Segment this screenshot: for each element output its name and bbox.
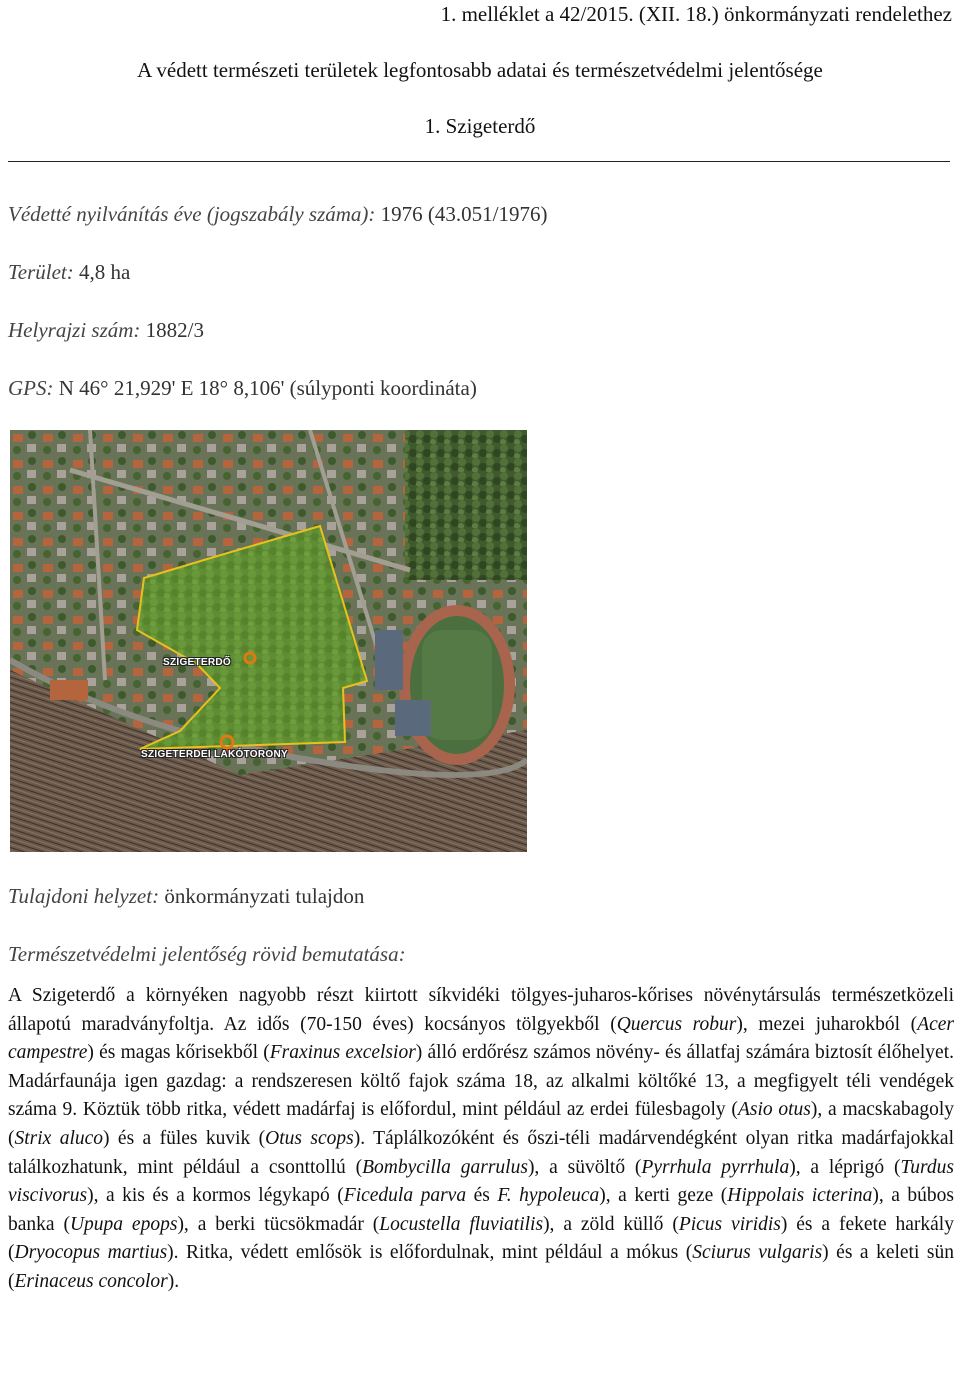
declared-label: Védetté nyilvánítás éve (jogszabály száma):	[8, 202, 376, 226]
description-text: ), a léprigó (	[789, 1156, 901, 1178]
ownership-row	[8, 884, 364, 908]
satellite-map	[10, 430, 527, 852]
species-name: Fraxinus excelsior	[269, 1042, 416, 1064]
species-name: Turdus viscivorus	[8, 1156, 954, 1207]
description-text: ), a berki tücsökmadár (	[177, 1213, 380, 1235]
significance-heading	[8, 942, 406, 966]
description-text: ) és magas kőrisekből (	[87, 1042, 270, 1064]
parcel-row	[8, 318, 204, 342]
description-text: ).	[167, 1270, 180, 1292]
species-name: Strix aluco	[14, 1127, 104, 1149]
description-text: ). Ritka, védett emlősök is előfordulnak, mint például a mókus (	[167, 1242, 693, 1264]
declared-row	[8, 202, 547, 226]
significance-label: Természetvédelmi jelentőség rövid bemutatása:	[8, 942, 406, 966]
document-title: A védett természeti területek legfontosabb adatai és természetvédelmi jelentősége	[137, 58, 823, 82]
species-name: Pyrrhula pyrrhula	[641, 1156, 790, 1178]
description-text: és	[466, 1185, 498, 1207]
species-name: Locustella fluviatilis	[379, 1213, 544, 1235]
species-name: Upupa epops	[69, 1213, 178, 1235]
species-name: Quercus robur	[616, 1013, 737, 1035]
species-name: Erinaceus concolor	[14, 1270, 168, 1292]
species-name: Otus scops	[265, 1127, 354, 1149]
description-text: ). Táplálkozóként és őszi-téli madárvendégként olyan ritka madárfajokkal találkozhatunk, mint például a csonttollú (	[8, 1127, 955, 1178]
map-graphic	[10, 430, 527, 852]
description-text: ), a kis és a kormos légykapó (	[87, 1185, 344, 1207]
description-text: ), a zöld küllő (	[543, 1213, 679, 1235]
ownership-value: önkormányzati tulajdon	[164, 884, 365, 908]
parcel-label: Helyrajzi szám:	[8, 318, 141, 342]
description-text: ) és a fekete harkály (	[8, 1213, 954, 1264]
description-text: ) és a keleti sün (	[8, 1242, 954, 1292]
species-name: Dryocopus martius	[14, 1242, 168, 1264]
map-label-forest: SZIGETERDŐ	[163, 657, 232, 668]
species-name: Bombycilla garrulus	[362, 1156, 528, 1178]
description-text: ), a süvöltő (	[527, 1156, 642, 1178]
species-name: Sciurus vulgaris	[692, 1242, 823, 1264]
gps-value: N 46° 21,929' E 18° 8,106' (súlyponti koordináta)	[58, 376, 477, 400]
section-divider	[8, 161, 950, 162]
description-text: A Szigeterdő a környéken nagyobb részt kiirtott síkvidéki tölgyes-juharos-kőrises növénytársulás természetközeli állapotú maradványfoltja. Az idős (70-150 éves) kocsányos tölgyekből (	[8, 985, 954, 1035]
species-name: Asio otus	[737, 1099, 811, 1121]
section-title: 1. Szigeterdő	[424, 114, 536, 138]
description-text: ) és a füles kuvik (	[103, 1127, 266, 1149]
species-name: Acer campestre	[8, 1013, 954, 1064]
description-paragraph	[8, 982, 954, 1297]
declared-value: 1976 (43.051/1976)	[380, 202, 548, 226]
parcel-value: 1882/3	[145, 318, 205, 342]
species-name: Ficedula parva	[343, 1185, 467, 1207]
ownership-label: Tulajdoni helyzet:	[8, 884, 160, 908]
description-text: ), a búbos banka (	[8, 1185, 955, 1235]
species-name: Hippolais icterina	[727, 1185, 873, 1207]
description-text: ), a macskabagoly (	[8, 1099, 954, 1149]
area-label: Terület:	[8, 260, 74, 284]
species-name: Picus viridis	[678, 1213, 781, 1235]
description-text: ), mezei juharokból (	[736, 1013, 918, 1035]
description-text: ), a kerti geze (	[599, 1185, 728, 1207]
annex-reference: 1. melléklet a 42/2015. (XII. 18.) önkormányzati rendelethez	[440, 2, 952, 26]
area-value: 4,8 ha	[78, 260, 131, 284]
area-row	[8, 260, 130, 284]
description-text: ) álló erdőrész számos növény- és állatfaj számára biztosít élőhelyet. Madárfaunája igen gazdag: a rendszeresen költő fajok száma 18, az alkalmi költőké 13, a megfigyelt téli vendégek száma 9. Köztük több ritka, védett madárfaj is előfordul, mint például az erdei fülesbagoly (	[8, 1042, 954, 1121]
species-name: F. hypoleuca	[497, 1185, 600, 1207]
gps-label: GPS:	[8, 376, 54, 400]
gps-row	[8, 376, 477, 400]
map-label-tower: SZIGETERDEI LAKÓTORONY	[141, 749, 288, 760]
